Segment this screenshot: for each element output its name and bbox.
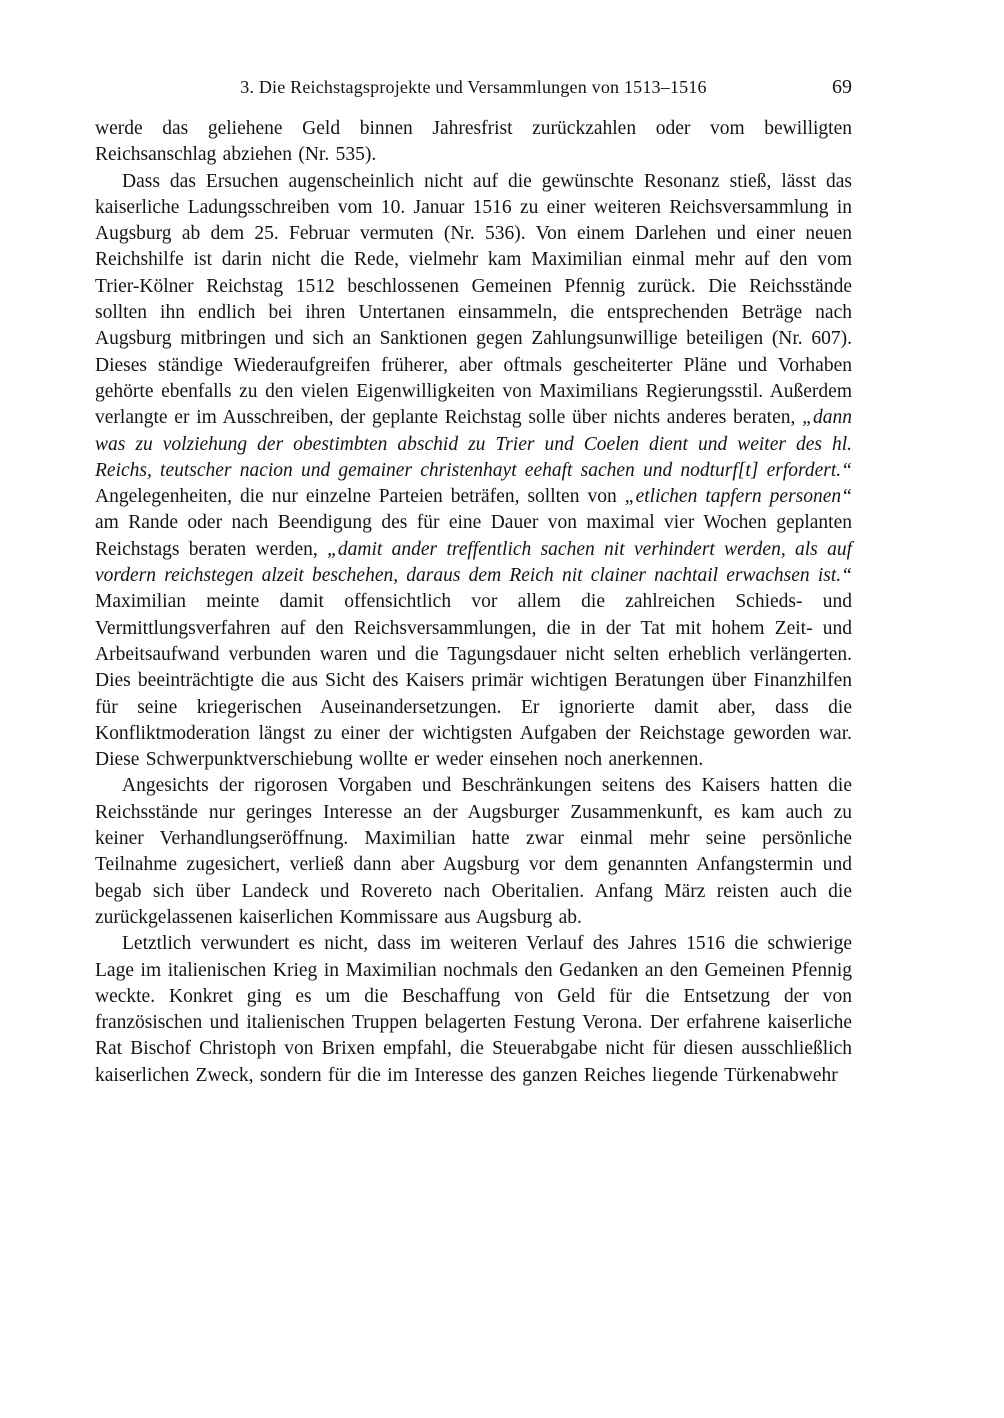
body-text	[95, 116, 852, 1089]
paragraph	[95, 116, 852, 169]
quoted-source-text: „damit ander treffentlich sachen nit verhindert werden, als auf vordern reichstegen alzeit beschehen, daraus dem Reich nit clainer nachtail erwachsen ist.“	[95, 538, 852, 587]
page-number: 69	[832, 76, 852, 98]
chapter-running-title: 3. Die Reichstagsprojekte und Versammlungen von 1513–1516	[240, 77, 707, 97]
text-run: Letztlich verwundert es nicht, dass im weiteren Verlauf des Jahres 1516 die schwierige Lage im italienischen Krieg in Maximilian nochmals den Gedanken an den Gemeinen Pfennig weckte. Konkret ging es um die Beschaffung von Geld für die Entsetzung der von französischen und italienischen Truppen belagerten Festung Verona. Der erfahrene kaiserliche Rat Bischof Christoph von Brixen empfahl, die Steuerabgabe nicht für diesen ausschließlich kaiserlichen Zweck, sondern für die im Interesse des ganzen Reiches liegende Türkenabwehr	[95, 933, 852, 1086]
text-run: am Rande oder nach Beendigung des für eine Dauer von maximal vier Wochen geplanten Reichstags beraten werden,	[95, 512, 852, 560]
text-run: Angesichts der rigorosen Vorgaben und Beschränkungen seitens des Kaisers hatten die Reichsstände nur geringes Interesse an der Augsburger Zusammenkunft, es kam auch zu keiner Verhandlungseröffnung. Maximilian hatte zwar einmal mehr seine persönliche Teilnahme zugesichert, verließ dann aber Augsburg vor dem genannten Anfangstermin und begab sich über Landeck und Rovereto nach Oberitalien. Anfang März reisten auch die zurückgelassenen kaiserlichen Kommissare aus Augsburg ab.	[95, 775, 852, 928]
paragraph	[95, 931, 852, 1089]
quoted-source-text: „dann was zu volziehung der obestimbten abschid zu Trier und Coelen dient und weiter des hl. Reichs, teutscher nacion und gemainer christenhayt eehaft sachen und nodturf[t] erfordert.“	[95, 407, 852, 481]
quoted-source-text: „etlichen tapfern personen“	[624, 486, 852, 508]
paragraph	[95, 169, 852, 774]
text-run: werde das geliehene Geld binnen Jahresfrist zurückzahlen oder vom bewilligten Reichsanschlag abziehen (Nr. 535).	[95, 118, 852, 166]
text-run: Dass das Ersuchen augenscheinlich nicht auf die gewünschte Resonanz stieß, lässt das kaiserliche Ladungsschreiben vom 10. Januar 1516 zu einer weiteren Reichsversammlung in Augsburg ab dem 25. Februar vermuten (Nr. 536). Von einem Darlehen und einer neuen Reichshilfe ist darin nicht die Rede, vielmehr kam Maximilian einmal mehr auf den vom Trier-Kölner Reichstag 1512 beschlossenen Gemeinen Pfennig zurück. Die Reichsstände sollten ihn endlich bei ihren Untertanen einsammeln, die entsprechenden Beträge nach Augsburg mitbringen und sich an Sanktionen gegen Zahlungsunwillige beteiligen (Nr. 607). Dieses ständige Wiederaufgreifen früherer, aber oftmals gescheiterter Pläne und Vorhaben gehörte ebenfalls zu den vielen Eigenwilligkeiten von Maximilians Regierungsstil. Außerdem verlangte er im Ausschreiben, der geplante Reichstag solle über nichts anderes beraten,	[95, 170, 852, 429]
paragraph	[95, 773, 852, 931]
running-header	[95, 74, 852, 100]
text-block	[95, 74, 852, 1089]
text-run: Maximilian meinte damit offensichtlich vor allem die zahlreichen Schieds- und Vermittlungsverfahren auf den Reichsversammlungen, die in der Tat mit hohem Zeit- und Arbeitsaufwand verbunden waren und die Tagungsdauer nicht selten erheblich verlängerten. Dies beeinträchtigte die aus Sicht des Kaisers primär wichtigen Beratungen über Finanzhilfen für seine kriegerischen Auseinandersetzungen. Er ignorierte damit aber, dass die Konfliktmoderation längst zu einer der wichtigsten Aufgaben der Reichstage geworden war. Diese Schwerpunktverschiebung wollte er weder einsehen noch anerkennen.	[95, 591, 852, 771]
text-run: Angelegenheiten, die nur einzelne Parteien beträfen, sollten von	[95, 486, 625, 508]
